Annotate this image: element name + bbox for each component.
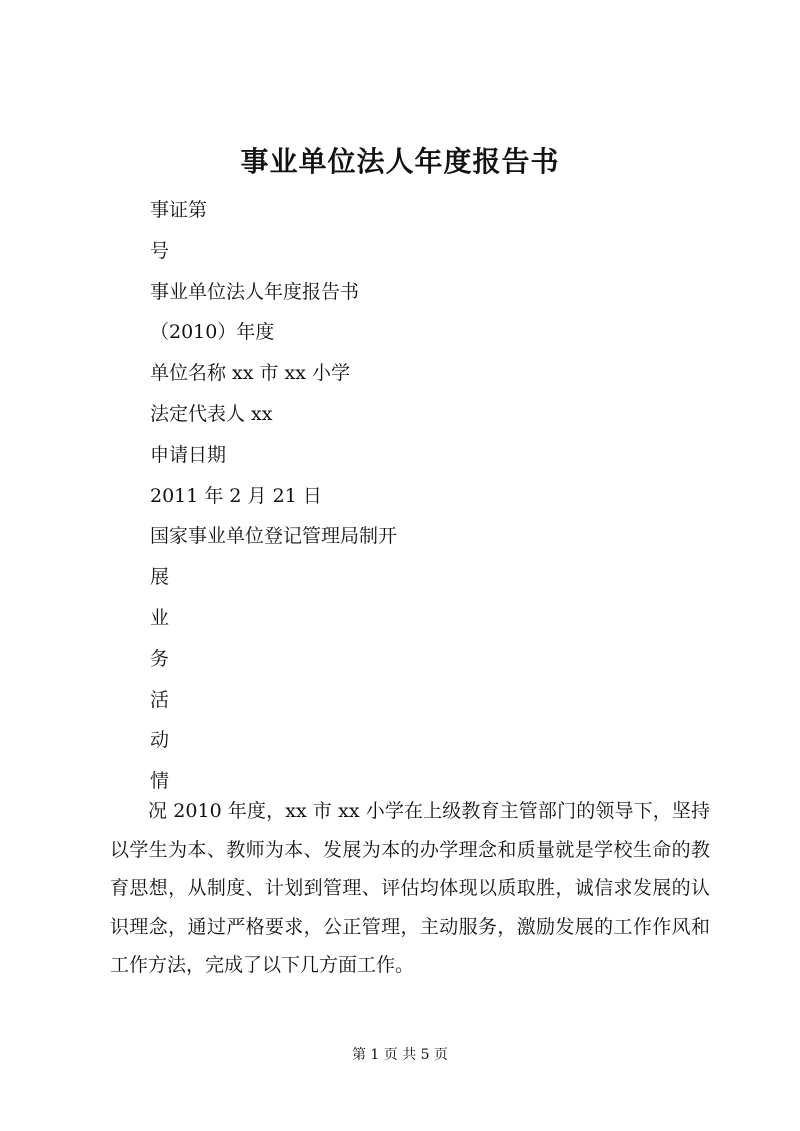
line-cert-number: 事证第 [150,199,208,221]
line-vertical-char: 业 [150,606,170,629]
line-unit-name: 单位名称 xx 市 xx 小学 [150,362,351,385]
line-vertical-char: 务 [150,647,170,670]
line-vertical-char: 活 [150,688,170,711]
document-lines [150,190,730,802]
line-report-year: （2010）年度 [150,321,275,344]
body-paragraph: 况 2010 年度，xx 市 xx 小学在上级教育主管部门的领导下，坚持以学生为本、教师为本、发展为本的办学理念和质量就是学校生命的教育思想，从制度、计划到管理、评估均体现以质取胜，诚信求发展的认识理念，通过严格要求，公正管理，主动服务，激励发展的工作作风和工作方法，完成了以下几方面工作。 [110,800,710,976]
line-issuer: 国家事业单位登记管理局制开 [150,525,398,548]
line-report-name: 事业单位法人年度报告书 [150,280,360,303]
line-application-date-label: 申请日期 [150,443,227,466]
line-vertical-char: 展 [150,566,170,589]
line-application-date: 2011 年 2 月 21 日 [150,484,322,507]
line-legal-representative: 法定代表人 xx [150,402,273,425]
page-footer: 第 1 页 共 5 页 [351,1047,449,1063]
line-number-suffix: 号 [150,239,170,262]
document-title: 事业单位法人年度报告书 [240,145,560,178]
line-vertical-char: 动 [150,729,170,752]
line-vertical-char: 情 [150,770,170,793]
